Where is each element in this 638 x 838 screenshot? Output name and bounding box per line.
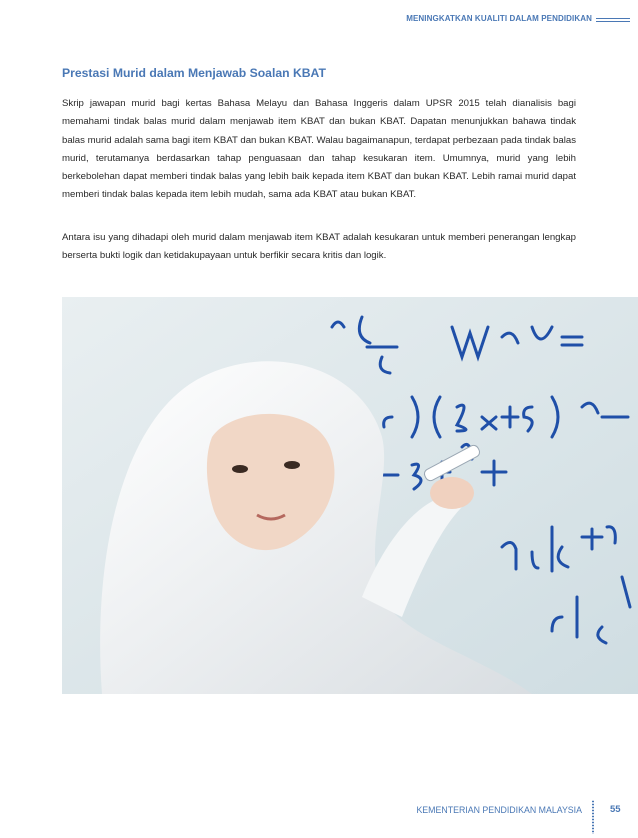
page-footer [0,800,638,836]
header-rule-icon [596,18,630,24]
paragraph-2: Antara isu yang dihadapi oleh murid dalam menjawab item KBAT adalah kesukaran untuk memberi penerangan lengkap berserta bukti logik dan ketidakupayaan untuk berfikir secara kritis dan logik. [62,232,576,262]
page-header [0,14,638,28]
footer-dots-icon [592,800,594,834]
hand [430,477,474,509]
page-number: 55 [610,804,621,815]
footer-org: KEMENTERIAN PENDIDIKAN MALAYSIA [416,805,582,815]
header-title: MENINGKATKAN KUALITI DALAM PENDIDIKAN [406,14,592,23]
student-whiteboard-photo [62,297,638,694]
section-title: Prestasi Murid dalam Menjawab Soalan KBAT [62,66,326,80]
paragraph-1: Skrip jawapan murid bagi kertas Bahasa Melayu dan Bahasa Inggeris dalam UPSR 2015 telah dianalisis bagi memahami tindak balas murid dalam menjawab item KBAT dan bukan KBAT. Dapatan menunjukkan bahawa tindak balas murid adalah sama bagi item KBAT dan bukan KBAT. Walau bagaimanapun, terdapat perbezaan pada tindak balas murid, terutamanya berdasarkan tahap penguasaan dan tahap kesukaran item. Umumnya, murid yang lebih berkebolehan dapat memberi tindak balas yang lebih baik kepada item KBAT dan bukan KBAT. Lebih ramai murid dapat memberi tindak balas kepada item lebih mudah, sama ada KBAT atau bukan KBAT. [62,98,576,201]
